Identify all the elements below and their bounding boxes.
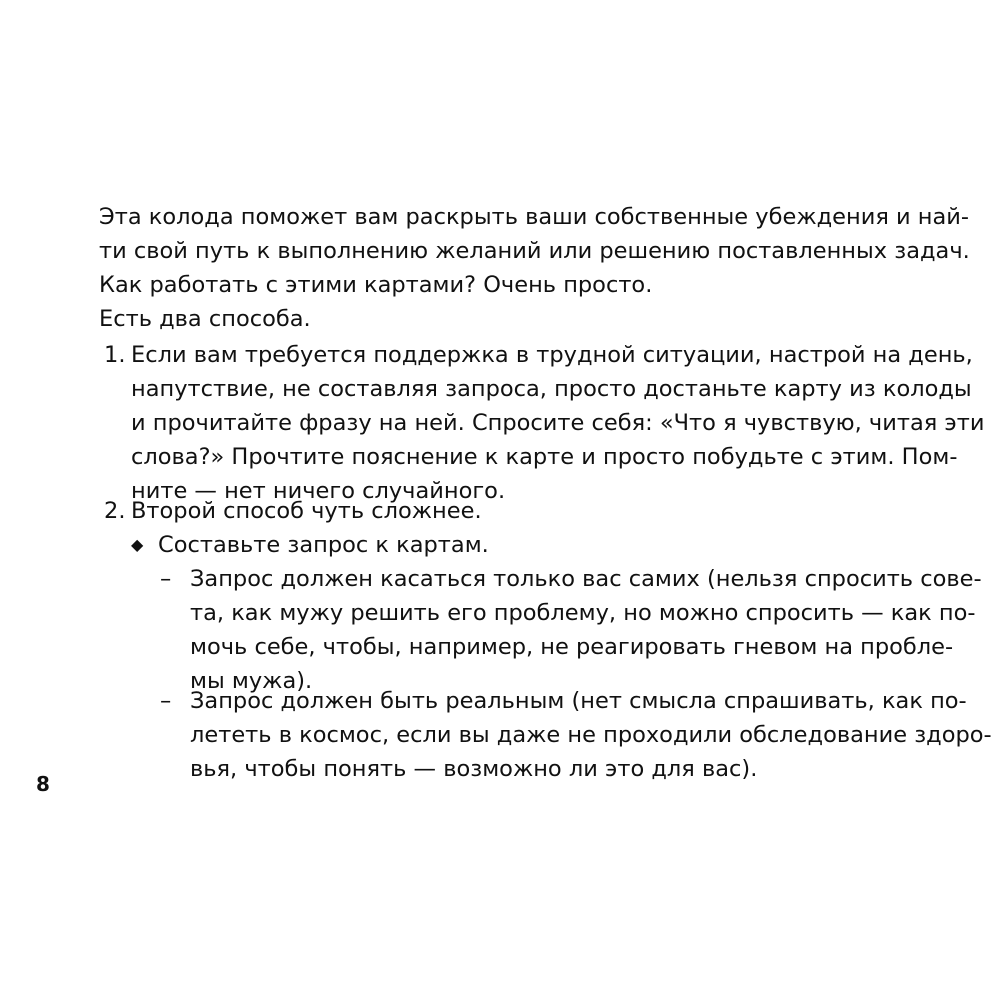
method1-line-3: и прочитайте фразу на ней. Спросите себя: «Что я чувствую, читая эти	[131, 410, 985, 436]
rule1-line-2: та, как мужу решить его проблему, но можно спросить — как по-	[190, 600, 976, 626]
rule1-line-4: мы мужа).	[190, 668, 313, 694]
rule2-line-1: Запрос должен быть реальным (нет смысла спрашивать, как по-	[190, 688, 967, 714]
list-marker-2: 2.	[104, 498, 126, 524]
method2-line-1: Второй способ чуть сложнее.	[131, 498, 482, 524]
rule2-line-3: вья, чтобы понять — возможно ли это для вас).	[190, 756, 758, 782]
dash-marker-1: –	[160, 566, 172, 592]
list-marker-1: 1.	[104, 342, 126, 368]
rule2-line-2: лететь в космос, если вы даже не проходили обследование здоро-	[190, 722, 992, 748]
rule1-line-3: мочь себе, чтобы, например, не реагировать гневом на пробле-	[190, 634, 954, 660]
method1-line-2: напутствие, не составляя запроса, просто достаньте карту из колоды	[131, 376, 972, 402]
method1-line-1: Если вам требуется поддержка в трудной ситуации, настрой на день,	[131, 342, 973, 368]
rule1-line-1: Запрос должен касаться только вас самих (нельзя спросить сове-	[190, 566, 982, 592]
method1-line-4: слова?» Прочтите пояснение к карте и просто побудьте с этим. Пом-	[131, 444, 958, 470]
intro-line-4: Есть два способа.	[99, 306, 311, 332]
intro-line-2: ти свой путь к выполнению желаний или решению поставленных задач.	[99, 238, 970, 264]
intro-line-1: Эта колода поможет вам раскрыть ваши собственные убеждения и най-	[99, 204, 970, 230]
intro-line-3: Как работать с этими картами? Очень просто.	[99, 272, 653, 298]
method1-line-5: ните — нет ничего случайного.	[131, 478, 506, 504]
page-number: 8	[36, 772, 50, 796]
diamond-bullet-icon: ◆	[131, 535, 144, 554]
bullet-text: Составьте запрос к картам.	[158, 532, 489, 558]
dash-marker-2: –	[160, 688, 172, 714]
